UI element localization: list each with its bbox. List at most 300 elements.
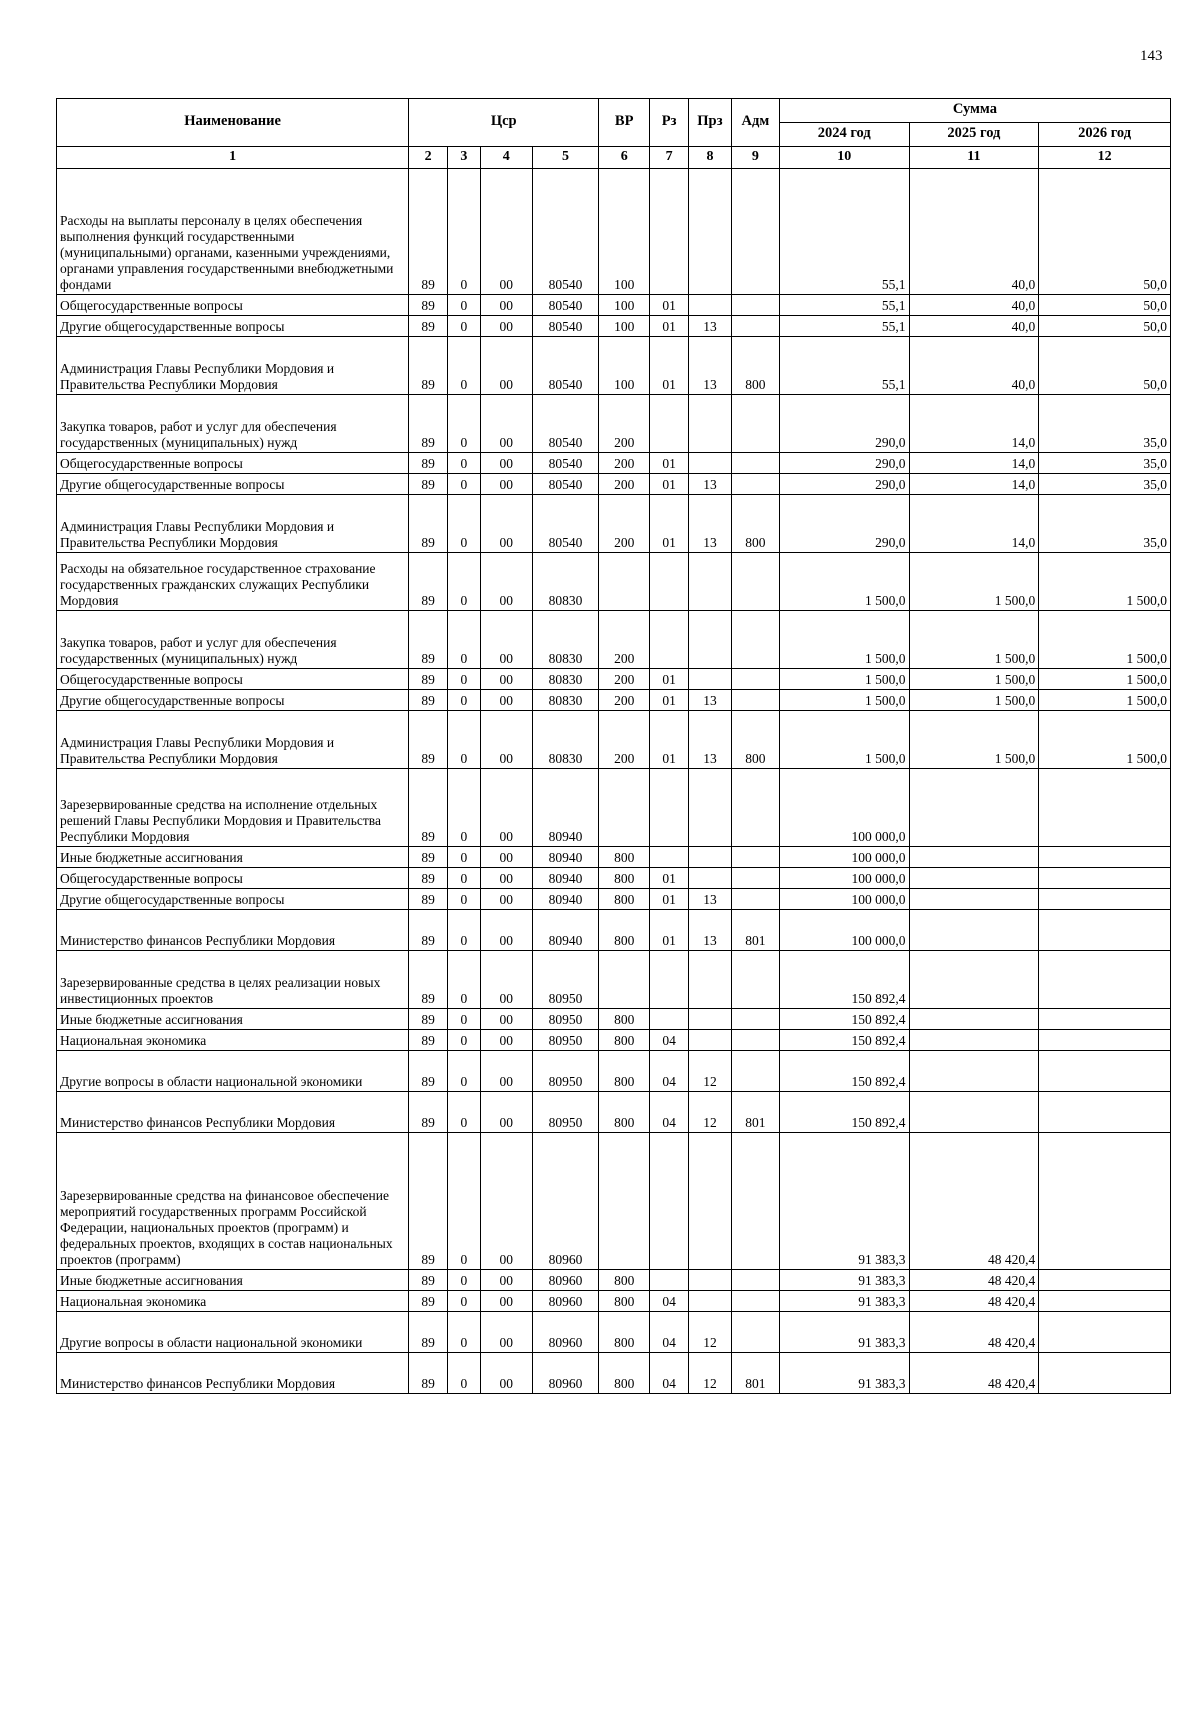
row-name: Общегосударственные вопросы: [57, 669, 409, 690]
amount-2025: 48 420,4: [909, 1133, 1039, 1270]
table-row: [57, 474, 1171, 495]
csr-part-2: 0: [448, 295, 481, 316]
csr-part-4: 80960: [532, 1353, 598, 1394]
adm-cell: [731, 889, 779, 910]
header-year-2024: 2024 год: [779, 123, 909, 147]
amount-2026: 1 500,0: [1039, 611, 1171, 669]
header-sum: Сумма: [779, 99, 1170, 123]
vr-cell: 200: [599, 395, 650, 453]
csr-part-1: 89: [409, 316, 448, 337]
rz-cell: 01: [650, 474, 689, 495]
vr-cell: 200: [599, 495, 650, 553]
csr-part-4: 80940: [532, 889, 598, 910]
amount-2025: 40,0: [909, 169, 1039, 295]
csr-part-4: 80960: [532, 1270, 598, 1291]
row-name: Расходы на обязательное государственное страхование государственных гражданских служащих Республики Мордовия: [57, 553, 409, 611]
amount-2026: 35,0: [1039, 453, 1171, 474]
csr-part-3: 00: [480, 1051, 532, 1092]
amount-2024: 91 383,3: [779, 1133, 909, 1270]
budget-table: [56, 98, 1171, 1394]
table-row: [57, 169, 1171, 295]
csr-part-1: 89: [409, 669, 448, 690]
csr-part-4: 80950: [532, 951, 598, 1009]
csr-part-3: 00: [480, 295, 532, 316]
table-row: [57, 337, 1171, 395]
header-prz: Прз: [689, 99, 732, 147]
table-row: [57, 868, 1171, 889]
rz-cell: [650, 847, 689, 868]
csr-part-1: 89: [409, 453, 448, 474]
rz-cell: 04: [650, 1030, 689, 1051]
prz-cell: [689, 847, 732, 868]
rz-cell: 04: [650, 1051, 689, 1092]
amount-2024: 55,1: [779, 295, 909, 316]
amount-2025: [909, 769, 1039, 847]
amount-2024: 290,0: [779, 495, 909, 553]
prz-cell: 12: [689, 1312, 732, 1353]
header-name: Наименование: [57, 99, 409, 147]
amount-2026: 1 500,0: [1039, 669, 1171, 690]
csr-part-1: 89: [409, 474, 448, 495]
csr-part-3: 00: [480, 711, 532, 769]
amount-2025: [909, 868, 1039, 889]
csr-part-1: 89: [409, 711, 448, 769]
amount-2026: [1039, 847, 1171, 868]
csr-part-2: 0: [448, 910, 481, 951]
header-csr: Цср: [409, 99, 599, 147]
amount-2024: 91 383,3: [779, 1312, 909, 1353]
amount-2026: 1 500,0: [1039, 690, 1171, 711]
amount-2026: 1 500,0: [1039, 553, 1171, 611]
csr-part-4: 80940: [532, 868, 598, 889]
col-number: 12: [1039, 147, 1171, 169]
csr-part-3: 00: [480, 1291, 532, 1312]
prz-cell: [689, 1030, 732, 1051]
prz-cell: 13: [689, 474, 732, 495]
adm-cell: 801: [731, 1353, 779, 1394]
prz-cell: [689, 769, 732, 847]
csr-part-2: 0: [448, 395, 481, 453]
amount-2024: 150 892,4: [779, 1009, 909, 1030]
amount-2025: [909, 847, 1039, 868]
amount-2025: 1 500,0: [909, 711, 1039, 769]
csr-part-2: 0: [448, 769, 481, 847]
table-row: [57, 889, 1171, 910]
rz-cell: [650, 611, 689, 669]
amount-2026: [1039, 951, 1171, 1009]
amount-2024: 100 000,0: [779, 847, 909, 868]
row-name: Другие общегосударственные вопросы: [57, 690, 409, 711]
csr-part-4: 80960: [532, 1291, 598, 1312]
csr-part-2: 0: [448, 690, 481, 711]
csr-part-4: 80830: [532, 711, 598, 769]
col-number: 8: [689, 147, 732, 169]
csr-part-1: 89: [409, 847, 448, 868]
row-name: Закупка товаров, работ и услуг для обеспечения государственных (муниципальных) нужд: [57, 611, 409, 669]
csr-part-3: 00: [480, 690, 532, 711]
rz-cell: 04: [650, 1291, 689, 1312]
page-number: 143: [1140, 48, 1163, 64]
rz-cell: [650, 169, 689, 295]
prz-cell: [689, 611, 732, 669]
csr-part-2: 0: [448, 1030, 481, 1051]
csr-part-3: 00: [480, 1353, 532, 1394]
table-row: [57, 711, 1171, 769]
csr-part-2: 0: [448, 553, 481, 611]
csr-part-1: 89: [409, 690, 448, 711]
prz-cell: 13: [689, 337, 732, 395]
amount-2024: 150 892,4: [779, 1092, 909, 1133]
csr-part-3: 00: [480, 395, 532, 453]
table-row: [57, 1353, 1171, 1394]
prz-cell: 13: [689, 690, 732, 711]
csr-part-4: 80950: [532, 1030, 598, 1051]
vr-cell: 800: [599, 1030, 650, 1051]
adm-cell: [731, 611, 779, 669]
table-row: [57, 395, 1171, 453]
vr-cell: 200: [599, 611, 650, 669]
rz-cell: [650, 769, 689, 847]
csr-part-2: 0: [448, 495, 481, 553]
adm-cell: [731, 1312, 779, 1353]
vr-cell: [599, 1133, 650, 1270]
amount-2026: [1039, 1133, 1171, 1270]
csr-part-4: 80960: [532, 1312, 598, 1353]
amount-2026: 50,0: [1039, 337, 1171, 395]
row-name: Другие вопросы в области национальной экономики: [57, 1051, 409, 1092]
row-name: Администрация Главы Республики Мордовия и Правительства Республики Мордовия: [57, 495, 409, 553]
csr-part-4: 80540: [532, 316, 598, 337]
csr-part-1: 89: [409, 611, 448, 669]
csr-part-4: 80540: [532, 395, 598, 453]
amount-2024: 1 500,0: [779, 690, 909, 711]
amount-2024: 1 500,0: [779, 711, 909, 769]
amount-2024: 290,0: [779, 395, 909, 453]
amount-2024: 55,1: [779, 337, 909, 395]
amount-2026: 35,0: [1039, 474, 1171, 495]
rz-cell: [650, 1270, 689, 1291]
csr-part-3: 00: [480, 1270, 532, 1291]
amount-2025: [909, 1051, 1039, 1092]
adm-cell: [731, 847, 779, 868]
prz-cell: 12: [689, 1092, 732, 1133]
csr-part-2: 0: [448, 1051, 481, 1092]
csr-part-3: 00: [480, 1030, 532, 1051]
csr-part-1: 89: [409, 769, 448, 847]
amount-2024: 100 000,0: [779, 868, 909, 889]
adm-cell: [731, 951, 779, 1009]
prz-cell: 12: [689, 1051, 732, 1092]
table-row: [57, 847, 1171, 868]
csr-part-1: 89: [409, 553, 448, 611]
csr-part-4: 80830: [532, 690, 598, 711]
amount-2026: 50,0: [1039, 316, 1171, 337]
table-row: [57, 690, 1171, 711]
row-name: Общегосударственные вопросы: [57, 868, 409, 889]
csr-part-4: 80540: [532, 169, 598, 295]
row-name: Министерство финансов Республики Мордовия: [57, 1353, 409, 1394]
prz-cell: [689, 951, 732, 1009]
vr-cell: 200: [599, 453, 650, 474]
csr-part-1: 89: [409, 1133, 448, 1270]
csr-part-1: 89: [409, 889, 448, 910]
prz-cell: 13: [689, 316, 732, 337]
row-name: Расходы на выплаты персоналу в целях обеспечения выполнения функций государственными (муниципальными) органами, казенными учреждениями, органами управления государственными внебюджетными фондами: [57, 169, 409, 295]
csr-part-3: 00: [480, 553, 532, 611]
amount-2026: [1039, 1030, 1171, 1051]
col-number: 6: [599, 147, 650, 169]
csr-part-4: 80540: [532, 495, 598, 553]
col-number: 7: [650, 147, 689, 169]
amount-2026: 50,0: [1039, 169, 1171, 295]
rz-cell: 01: [650, 910, 689, 951]
table-row: [57, 1030, 1171, 1051]
csr-part-1: 89: [409, 495, 448, 553]
row-name: Иные бюджетные ассигнования: [57, 1009, 409, 1030]
table-row: [57, 951, 1171, 1009]
csr-part-4: 80830: [532, 669, 598, 690]
col-number: 3: [448, 147, 481, 169]
adm-cell: [731, 553, 779, 611]
amount-2024: 55,1: [779, 316, 909, 337]
amount-2025: 1 500,0: [909, 669, 1039, 690]
amount-2024: 150 892,4: [779, 1051, 909, 1092]
row-name: Министерство финансов Республики Мордовия: [57, 910, 409, 951]
row-name: Министерство финансов Республики Мордовия: [57, 1092, 409, 1133]
amount-2024: 91 383,3: [779, 1291, 909, 1312]
amount-2024: 290,0: [779, 453, 909, 474]
csr-part-3: 00: [480, 1133, 532, 1270]
row-name: Другие общегосударственные вопросы: [57, 889, 409, 910]
csr-part-4: 80540: [532, 295, 598, 316]
csr-part-3: 00: [480, 611, 532, 669]
amount-2024: 100 000,0: [779, 910, 909, 951]
adm-cell: [731, 1009, 779, 1030]
amount-2024: 150 892,4: [779, 1030, 909, 1051]
header-adm: Адм: [731, 99, 779, 147]
table-body: [57, 169, 1171, 1394]
row-name: Закупка товаров, работ и услуг для обеспечения государственных (муниципальных) нужд: [57, 395, 409, 453]
adm-cell: 801: [731, 910, 779, 951]
row-name: Зарезервированные средства в целях реализации новых инвестиционных проектов: [57, 951, 409, 1009]
adm-cell: [731, 316, 779, 337]
amount-2026: [1039, 868, 1171, 889]
amount-2024: 1 500,0: [779, 611, 909, 669]
table-row: [57, 1009, 1171, 1030]
amount-2024: 100 000,0: [779, 769, 909, 847]
adm-cell: [731, 169, 779, 295]
rz-cell: 01: [650, 690, 689, 711]
amount-2026: [1039, 1051, 1171, 1092]
amount-2025: 48 420,4: [909, 1353, 1039, 1394]
csr-part-2: 0: [448, 711, 481, 769]
csr-part-1: 89: [409, 337, 448, 395]
amount-2025: 48 420,4: [909, 1270, 1039, 1291]
header-vr: ВР: [599, 99, 650, 147]
csr-part-2: 0: [448, 1291, 481, 1312]
amount-2026: [1039, 1009, 1171, 1030]
table-row: [57, 1051, 1171, 1092]
rz-cell: [650, 395, 689, 453]
vr-cell: [599, 553, 650, 611]
vr-cell: 800: [599, 1092, 650, 1133]
prz-cell: [689, 868, 732, 889]
adm-cell: [731, 1270, 779, 1291]
amount-2026: 50,0: [1039, 295, 1171, 316]
csr-part-3: 00: [480, 910, 532, 951]
prz-cell: [689, 553, 732, 611]
csr-part-1: 89: [409, 1270, 448, 1291]
csr-part-1: 89: [409, 295, 448, 316]
rz-cell: [650, 1133, 689, 1270]
csr-part-4: 80540: [532, 453, 598, 474]
rz-cell: 01: [650, 669, 689, 690]
table-row: [57, 910, 1171, 951]
col-number: 10: [779, 147, 909, 169]
amount-2024: 290,0: [779, 474, 909, 495]
col-number: 9: [731, 147, 779, 169]
amount-2025: [909, 1009, 1039, 1030]
adm-cell: 800: [731, 337, 779, 395]
row-name: Зарезервированные средства на финансовое обеспечение мероприятий государственных программ Российской Федерации, национальных проектов (программ) и федеральных проектов, входящих в состав национальных проектов (программ): [57, 1133, 409, 1270]
prz-cell: [689, 295, 732, 316]
header-year-2026: 2026 год: [1039, 123, 1171, 147]
amount-2024: 150 892,4: [779, 951, 909, 1009]
amount-2025: 40,0: [909, 337, 1039, 395]
adm-cell: [731, 868, 779, 889]
table-row: [57, 1291, 1171, 1312]
vr-cell: 800: [599, 889, 650, 910]
prz-cell: [689, 669, 732, 690]
table-row: [57, 669, 1171, 690]
amount-2025: [909, 1030, 1039, 1051]
amount-2024: 91 383,3: [779, 1270, 909, 1291]
csr-part-1: 89: [409, 951, 448, 1009]
table-row: [57, 316, 1171, 337]
csr-part-3: 00: [480, 337, 532, 395]
vr-cell: 200: [599, 711, 650, 769]
amount-2025: 14,0: [909, 395, 1039, 453]
amount-2025: 14,0: [909, 453, 1039, 474]
rz-cell: [650, 553, 689, 611]
amount-2025: 14,0: [909, 474, 1039, 495]
adm-cell: [731, 769, 779, 847]
csr-part-1: 89: [409, 1051, 448, 1092]
csr-part-3: 00: [480, 1009, 532, 1030]
csr-part-2: 0: [448, 847, 481, 868]
table-row: [57, 295, 1171, 316]
csr-part-1: 89: [409, 1291, 448, 1312]
csr-part-3: 00: [480, 474, 532, 495]
csr-part-3: 00: [480, 169, 532, 295]
prz-cell: [689, 1291, 732, 1312]
csr-part-1: 89: [409, 910, 448, 951]
vr-cell: 800: [599, 1051, 650, 1092]
amount-2025: 1 500,0: [909, 611, 1039, 669]
csr-part-1: 89: [409, 1092, 448, 1133]
csr-part-4: 80540: [532, 474, 598, 495]
csr-part-2: 0: [448, 1312, 481, 1353]
csr-part-3: 00: [480, 847, 532, 868]
adm-cell: [731, 1030, 779, 1051]
prz-cell: 13: [689, 711, 732, 769]
vr-cell: 200: [599, 474, 650, 495]
amount-2025: [909, 889, 1039, 910]
csr-part-2: 0: [448, 1270, 481, 1291]
csr-part-2: 0: [448, 453, 481, 474]
col-number: 1: [57, 147, 409, 169]
prz-cell: 13: [689, 495, 732, 553]
adm-cell: [731, 1291, 779, 1312]
csr-part-2: 0: [448, 951, 481, 1009]
table-row: [57, 611, 1171, 669]
adm-cell: 800: [731, 495, 779, 553]
row-name: Другие общегосударственные вопросы: [57, 474, 409, 495]
adm-cell: [731, 295, 779, 316]
csr-part-2: 0: [448, 1092, 481, 1133]
table-row: [57, 1312, 1171, 1353]
csr-part-2: 0: [448, 1353, 481, 1394]
prz-cell: [689, 395, 732, 453]
adm-cell: [731, 669, 779, 690]
csr-part-3: 00: [480, 769, 532, 847]
csr-part-4: 80950: [532, 1092, 598, 1133]
rz-cell: 04: [650, 1312, 689, 1353]
amount-2024: 55,1: [779, 169, 909, 295]
amount-2026: [1039, 1092, 1171, 1133]
amount-2025: 40,0: [909, 316, 1039, 337]
amount-2026: 1 500,0: [1039, 711, 1171, 769]
vr-cell: [599, 769, 650, 847]
row-name: Национальная экономика: [57, 1291, 409, 1312]
amount-2026: 35,0: [1039, 395, 1171, 453]
csr-part-3: 00: [480, 495, 532, 553]
row-name: Зарезервированные средства на исполнение отдельных решений Главы Республики Мордовия и Правительства Республики Мордовия: [57, 769, 409, 847]
rz-cell: 04: [650, 1353, 689, 1394]
header-rz: Рз: [650, 99, 689, 147]
amount-2026: [1039, 889, 1171, 910]
csr-part-3: 00: [480, 453, 532, 474]
csr-part-3: 00: [480, 889, 532, 910]
vr-cell: 800: [599, 910, 650, 951]
amount-2026: [1039, 769, 1171, 847]
amount-2025: [909, 910, 1039, 951]
amount-2024: 91 383,3: [779, 1353, 909, 1394]
amount-2026: [1039, 910, 1171, 951]
rz-cell: [650, 951, 689, 1009]
row-name: Администрация Главы Республики Мордовия и Правительства Республики Мордовия: [57, 711, 409, 769]
csr-part-1: 89: [409, 1353, 448, 1394]
csr-part-4: 80950: [532, 1051, 598, 1092]
prz-cell: [689, 453, 732, 474]
prz-cell: [689, 169, 732, 295]
csr-part-2: 0: [448, 316, 481, 337]
csr-part-1: 89: [409, 1312, 448, 1353]
header-year-2025: 2025 год: [909, 123, 1039, 147]
amount-2025: [909, 1092, 1039, 1133]
amount-2026: 35,0: [1039, 495, 1171, 553]
vr-cell: 800: [599, 868, 650, 889]
csr-part-1: 89: [409, 868, 448, 889]
csr-part-3: 00: [480, 868, 532, 889]
rz-cell: 04: [650, 1092, 689, 1133]
row-name: Другие вопросы в области национальной экономики: [57, 1312, 409, 1353]
vr-cell: 800: [599, 1291, 650, 1312]
vr-cell: 100: [599, 169, 650, 295]
adm-cell: [731, 474, 779, 495]
vr-cell: 100: [599, 316, 650, 337]
rz-cell: 01: [650, 337, 689, 395]
